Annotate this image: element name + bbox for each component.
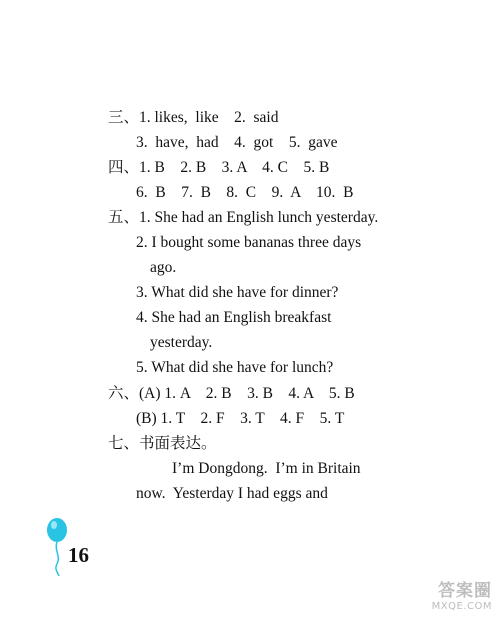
answer-line-5-item-4-cont: yesterday. (150, 334, 213, 351)
answer-line-5-item-4: 4. She had an English breakfast (136, 309, 332, 326)
answer-line-6b: (B) 1. T 2. F 3. T 4. F 5. T (136, 410, 345, 427)
answer-line-5-item-2: 2. I bought some bananas three days (136, 234, 362, 251)
answer-line-5-item-5: 5. What did she have for lunch? (136, 359, 334, 376)
answer-line-6a: 六、(A) 1. A 2. B 3. B 4. A 5. B (108, 385, 355, 402)
answer-line-3-cont: 3. have, had 4. got 5. gave (136, 134, 338, 151)
answer-line-7: 七、书面表达。 (108, 435, 217, 452)
watermark-logo: 答案圈 (438, 581, 492, 601)
answer-line-5-item-2-cont: ago. (150, 259, 177, 276)
answer-line-4-cont: 6. B 7. B 8. C 9. A 10. B (136, 184, 354, 201)
essay-line-2: now. Yesterday I had eggs and (136, 485, 328, 502)
answer-line-3: 三、1. likes, like 2. said (108, 109, 279, 126)
watermark (432, 576, 492, 612)
answer-line-5: 五、1. She had an English lunch yesterday. (108, 209, 379, 226)
watermark-url: MXQE.COM (431, 601, 492, 612)
answer-line-5-item-3: 3. What did she have for dinner? (136, 284, 339, 301)
answer-line-4: 四、1. B 2. B 3. A 4. C 5. B (108, 159, 330, 176)
page-number: 16 (68, 543, 89, 567)
essay-line-1: I’m Dongdong. I’m in Britain (172, 460, 361, 477)
